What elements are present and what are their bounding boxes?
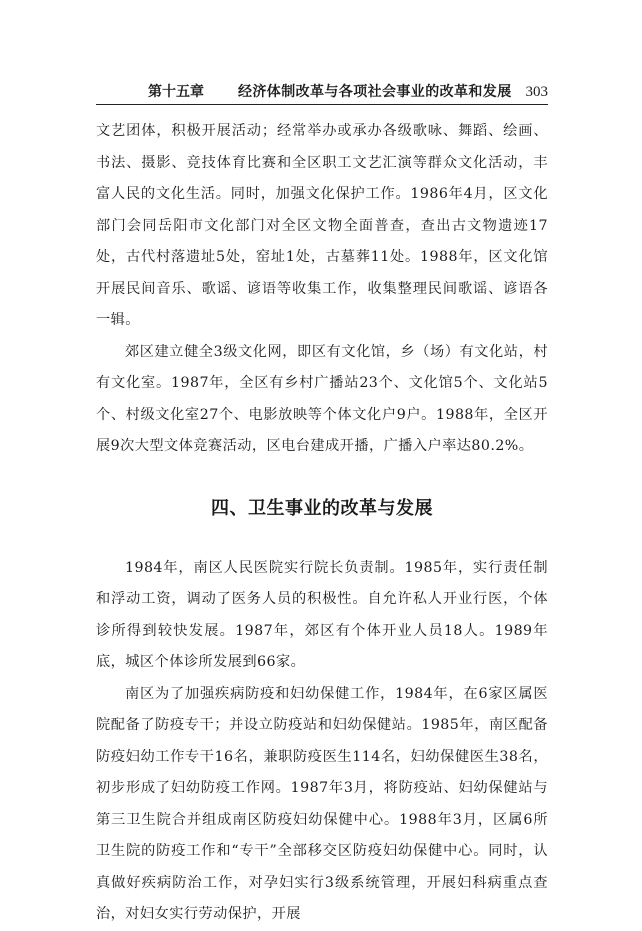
page-body — [96, 116, 548, 931]
paragraph-continued: 文艺团体，积极开展活动；经常举办或承办各级歌咏、舞蹈、绘画、书法、摄影、竞技体育比赛和全区职工文艺汇演等群众文化活动，丰富人民的文化生活。同时，加强文化保护工作。1986年4月，区文化部门会同岳阳市文化部门对全区文物全面普查，查出古文物遗迹17处，古代村落遗址5处，窑址1处，古墓葬11处。1988年，区文化馆开展民间音乐、歌谣、谚语等收集工作，收集整理民间歌谣、谚语各一辑。 — [96, 123, 548, 328]
paragraph-hospital-reform: 1984年，南区人民医院实行院长负责制。1985年，实行责任制和浮动工资，调动了医务人员的积极性。自允许私人开业行医，个体诊所得到较快发展。1987年，郊区有个体开业人员18人。1989年底，城区个体诊所发展到66家。 — [96, 559, 548, 670]
paragraph-culture-network: 郊区建立健全3级文化网，即区有文化馆，乡（场）有文化站，村有文化室。1987年，全区有乡村广播站23个、文化馆5个、文化站5个、村级文化室27个、电影放映等个体文化户9户。1988年，全区开展9次大型文体竞赛活动，区电台建成开播，广播入户率达80.2%。 — [96, 343, 548, 454]
paragraph-epidemic-prevention: 南区为了加强疾病防疫和妇幼保健工作，1984年，在6家区属医院配备了防疫专干；并设立防疫站和妇幼保健站。1985年，南区配备防疫妇幼工作专干16名，兼职防疫医生114名，妇幼保健医生38名，初步形成了妇幼防疫工作网。1987年3月，将防疫站、妇幼保健站与第三卫生院合并组成南区防疫妇幼保健中心。1988年3月，区属6所卫生院的防疫工作和“专干”全部移交区防疫妇幼保健中心。同时，认真做好疾病防治工作，对孕妇实行3级系统管理，开展妇科病重点查治，对妇女实行劳动保护，开展 — [96, 685, 548, 922]
chapter-title: 经济体制改革与各项社会事业的改革和发展 — [238, 84, 512, 100]
chapter-label: 第十五章 — [148, 84, 204, 100]
running-header — [96, 82, 548, 105]
section-heading: 四、卫生事业的改革与发展 — [211, 497, 433, 519]
page-number: 303 — [525, 84, 548, 100]
